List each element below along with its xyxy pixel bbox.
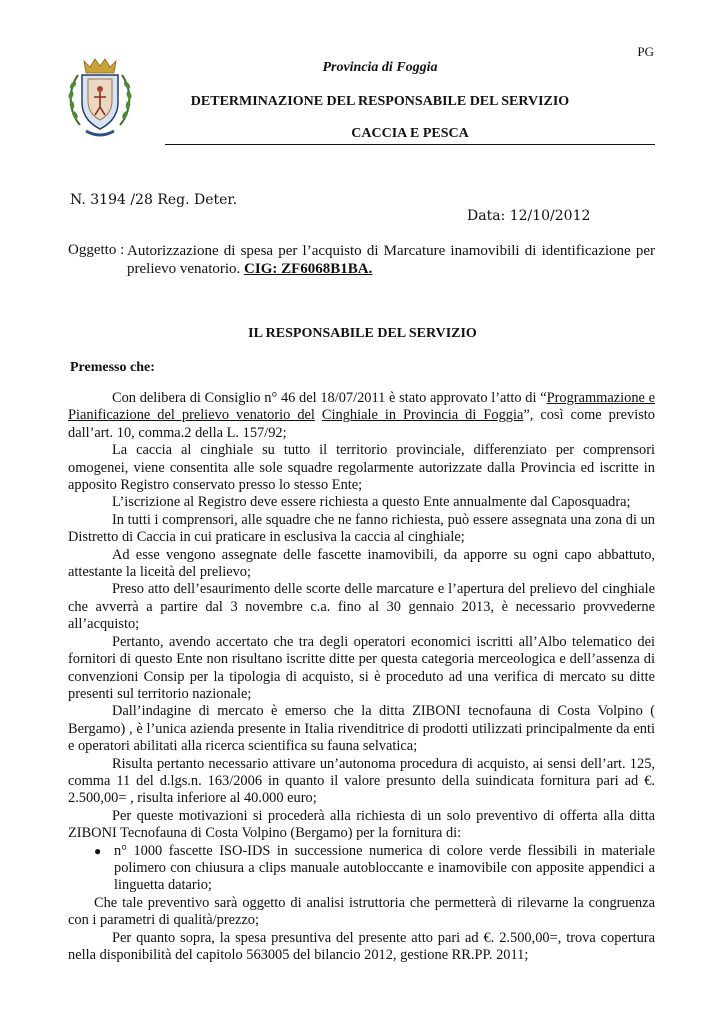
paragraph: Dall’indagine di mercato è emerso che la ditta ZIBONI tecnofauna di Costa Volpino ( Bergamo) , è l’unica azienda presente in Italia rivenditrice di prodotti utilizzati principalmente da enti e operatori abilitati alla ricerca scientifica su fauna selvatica; xyxy=(68,703,655,755)
premesso-heading: Premesso che: xyxy=(70,360,155,375)
program-title: Programmazione e Pianificazione del prelievo venatorio del xyxy=(68,390,655,424)
service-name: CACCIA E PESCA xyxy=(165,126,655,145)
bullet-icon: ● xyxy=(94,843,102,858)
paragraph: Che tale preventivo sarà oggetto di analisi istruttoria che permetterà di rilevarne la congruenza con i parametri di qualità/prezzo; xyxy=(68,894,655,929)
paragraph xyxy=(68,390,655,442)
list-item-text: n° 1000 fascette ISO-IDS in successione numerica di colore verde flessibili in materiale polimero con chiusura a clips manuale autobloccante e inamovibile con apposite appendici a linguetta datario; xyxy=(114,842,655,894)
paragraph: L’iscrizione al Registro deve essere richiesta a questo Ente annualmente dal Caposquadra; xyxy=(112,494,631,511)
paragraph: La caccia al cinghiale su tutto il territorio provinciale, differenziato per comprensori omogenei, viene consentita alle sole squadre regolarmente autorizzate dalla Provincia ed iscritte in apposito Registro conservato presso lo stesso Ente; xyxy=(68,442,655,494)
cig-code: CIG: ZF6068B1BA. xyxy=(244,261,373,277)
paragraph: Per queste motivazioni si procederà alla richiesta di un solo preventivo di offerta alla ditta ZIBONI Tecnofauna di Costa Volpino (Bergamo) per la fornitura di: xyxy=(68,807,655,842)
supply-list xyxy=(68,843,655,895)
document-date: Data: 12/10/2012 xyxy=(467,208,591,224)
program-subtitle: Cinghiale in Provincia di Foggia xyxy=(321,407,524,424)
paragraph-part xyxy=(315,407,322,423)
paragraph: Risulta pertanto necessario attivare un’autonoma procedura di acquisto, ai sensi dell’art. 125, comma 11 del d.lgs.n. 163/2006 in quanto il valore presunto della suindicata fornitura pari ad €. 2.500,00= , risulta inferiore al 40.000 euro; xyxy=(68,755,655,807)
subject-body: Autorizzazione di spesa per l’acquisto di Marcature inamovibili di identificazione per prelievo venatorio. xyxy=(127,243,655,277)
province-name: Provincia di Foggia xyxy=(322,60,438,75)
list-item xyxy=(94,842,655,895)
document-body xyxy=(68,390,655,964)
paragraph-part: Con delibera di Consiglio n° 46 del 18/07/2011 è stato approvato l’atto di “ xyxy=(112,390,547,406)
paragraph: Per quanto sopra, la spesa presuntiva del presente atto pari ad €. 2.500,00=, trova copertura nella disponibilità del capitolo 563005 del bilancio 2012, gestione RR.PP. 2011; xyxy=(68,929,655,963)
paragraph: In tutti i comprensori, alle squadre che ne fanno richiesta, può essere assegnata una zona di un Distretto di Caccia in cui praticare in esclusiva la caccia al cinghiale; xyxy=(68,511,655,546)
province-crest-logo xyxy=(64,55,136,139)
paragraph: Pertanto, avendo accertato che tra degli operatori economici iscritti all’Albo telematico dei fornitori di questo Ente non risultano iscritte ditte per questa categoria merceologica e dell’assenza di convenzioni Consip per la tipologia di acquisto, si è proceduto ad una verifica di mercato su ditte presenti sul territorio nazionale; xyxy=(68,633,655,702)
document-title: DETERMINAZIONE DEL RESPONSABILE DEL SERVIZIO xyxy=(190,94,570,109)
paragraph: Preso atto dell’esaurimento delle scorte delle marcature e l’apertura del prelievo del cinghiale che avverrà a partire dal 3 novembre c.a. fino al 30 gennaio 2013, è necessario provvederne all’acquisto; xyxy=(68,581,655,633)
registration-number: N. 3194 /28 Reg. Deter. xyxy=(70,192,238,208)
paragraph: Ad esse vengono assegnate delle fascette inamovibili, da apporre su ogni capo abbattuto, attestante la liceità del prelievo; xyxy=(68,546,655,581)
page-mark: PG xyxy=(637,44,654,59)
paragraph-part: ”, così come previsto dall’art. 10, comma.2 della L. 157/92; xyxy=(68,407,655,441)
subject-label: Oggetto : xyxy=(68,242,125,258)
section-heading: IL RESPONSABILE DEL SERVIZIO xyxy=(248,326,477,341)
subject-text xyxy=(127,242,655,278)
